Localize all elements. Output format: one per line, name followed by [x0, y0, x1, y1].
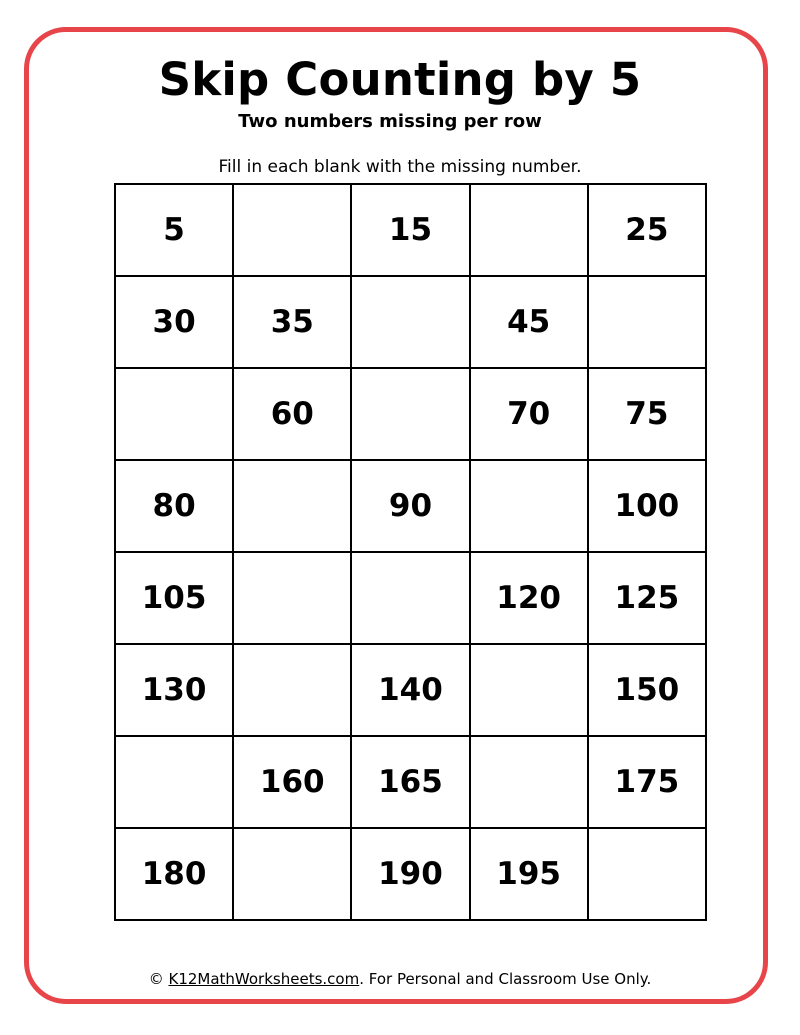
blank-cell[interactable] — [588, 276, 706, 368]
number-cell: 105 — [115, 552, 233, 644]
page-subtitle: Two numbers missing per row — [238, 111, 542, 132]
grid-row — [115, 736, 706, 828]
number-cell: 195 — [470, 828, 588, 920]
number-cell: 60 — [233, 368, 351, 460]
skip-counting-grid — [114, 183, 707, 921]
number-cell: 45 — [470, 276, 588, 368]
blank-cell[interactable] — [470, 736, 588, 828]
blank-cell[interactable] — [233, 460, 351, 552]
blank-cell[interactable] — [588, 828, 706, 920]
grid-row — [115, 368, 706, 460]
blank-cell[interactable] — [351, 368, 469, 460]
number-cell: 75 — [588, 368, 706, 460]
number-cell: 125 — [588, 552, 706, 644]
number-cell: 5 — [115, 184, 233, 276]
blank-cell[interactable] — [233, 552, 351, 644]
number-cell: 140 — [351, 644, 469, 736]
number-cell: 160 — [233, 736, 351, 828]
blank-cell[interactable] — [470, 184, 588, 276]
footer — [0, 969, 800, 989]
grid-row — [115, 552, 706, 644]
footer-notice: . For Personal and Classroom Use Only. — [359, 970, 652, 988]
grid-row — [115, 276, 706, 368]
grid-row — [115, 828, 706, 920]
number-cell: 180 — [115, 828, 233, 920]
grid-row — [115, 460, 706, 552]
blank-cell[interactable] — [470, 460, 588, 552]
number-cell: 165 — [351, 736, 469, 828]
grid-row — [115, 644, 706, 736]
blank-cell[interactable] — [351, 276, 469, 368]
number-cell: 120 — [470, 552, 588, 644]
blank-cell[interactable] — [233, 828, 351, 920]
site-link[interactable]: K12MathWorksheets.com — [168, 970, 360, 988]
number-cell: 35 — [233, 276, 351, 368]
grid-row — [115, 184, 706, 276]
number-cell: 130 — [115, 644, 233, 736]
number-cell: 70 — [470, 368, 588, 460]
number-cell: 100 — [588, 460, 706, 552]
number-cell: 15 — [351, 184, 469, 276]
blank-cell[interactable] — [233, 184, 351, 276]
number-cell: 80 — [115, 460, 233, 552]
page-title: Skip Counting by 5 — [158, 53, 642, 106]
number-cell: 175 — [588, 736, 706, 828]
instructions-text: Fill in each blank with the missing number. — [218, 157, 582, 177]
copyright-symbol: © — [148, 970, 164, 988]
number-cell: 25 — [588, 184, 706, 276]
blank-cell[interactable] — [115, 736, 233, 828]
blank-cell[interactable] — [233, 644, 351, 736]
grid-body — [115, 184, 706, 920]
blank-cell[interactable] — [351, 552, 469, 644]
number-cell: 190 — [351, 828, 469, 920]
number-cell: 30 — [115, 276, 233, 368]
blank-cell[interactable] — [115, 368, 233, 460]
number-cell: 90 — [351, 460, 469, 552]
number-cell: 150 — [588, 644, 706, 736]
blank-cell[interactable] — [470, 644, 588, 736]
